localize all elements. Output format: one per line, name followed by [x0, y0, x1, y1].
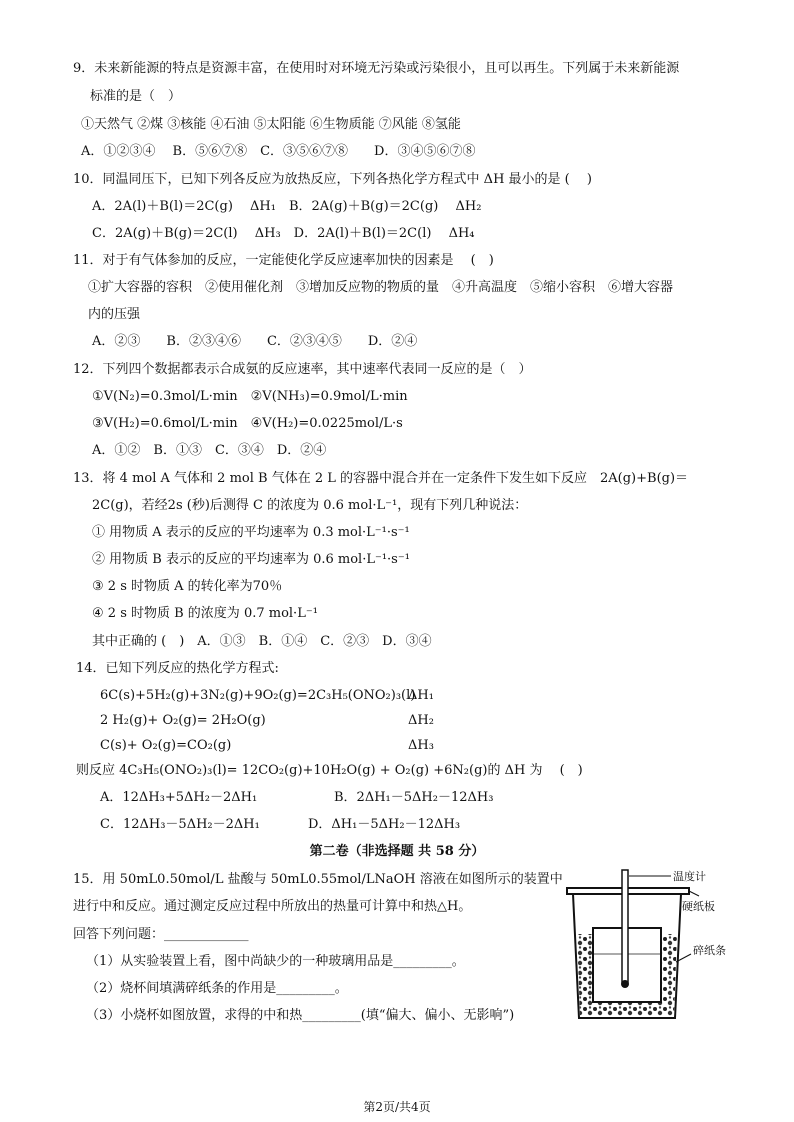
q14-equation-1: 6C(s)+5H₂(g)+3N₂(g)+9O₂(g)=2C₃H₅(ONO₂)₃(l)	[100, 688, 416, 703]
q14-option-b: B．2ΔH₁－5ΔH₂－12ΔH₃	[334, 790, 494, 805]
q11-options: A．②③ B．②③④⑥ C．②③④⑤ D．②④	[92, 334, 418, 349]
q14-option-c: C．12ΔH₃－5ΔH₂－2ΔH₁	[100, 817, 260, 832]
q10-stem: 10．同温同压下，已知下列各反应为放热反应，下列各热化学方程式中 ΔH 最小的是 ( )	[73, 172, 592, 187]
q15-stem-line2: 进行中和反应。通过测定反应过程中所放出的热量可计算中和热△H。	[73, 899, 472, 914]
q13-options: 其中正确的 ( ) A．①③ B．①④ C．②③ D．③④	[92, 634, 432, 649]
cardboard-label: 硬纸板	[682, 900, 715, 913]
thermometer-label: 温度计	[673, 870, 706, 883]
q11-stem: 11．对于有气体参加的反应，一定能使化学反应速率加快的因素是 ( )	[73, 253, 494, 268]
q14-dh-3: ΔH₃	[408, 738, 434, 753]
calorimeter-figure	[563, 866, 741, 1026]
q11-items-line2: 内的压强	[88, 307, 141, 322]
q14-dh-1: ΔH₁	[408, 688, 434, 703]
q15-part-3: （3）小烧杯如图放置，求得的中和热_________(填“偏大、偏小、无影响”)	[86, 1008, 515, 1023]
q11-items-line1: ①扩大容器的容积 ②使用催化剂 ③增加反应物的物质的量 ④升高温度 ⑤缩小容积 ⑥增大容器	[88, 280, 674, 295]
q15-prompt: 回答下列问题：_____________	[73, 927, 249, 942]
q12-options: A．①② B．①③ C．③④ D．②④	[92, 443, 327, 458]
q13-stem-line1: 13．将 4 mol A 气体和 2 mol B 气体在 2 L 的容器中混合并在一定条件下发生如下反应 2A(g)+B(g)＝	[73, 471, 689, 486]
q13-statement-1: ① 用物质 A 表示的反应的平均速率为 0.3 mol·L⁻¹·s⁻¹	[92, 525, 410, 540]
q12-row2: ③V(H₂)=0.6mol/L·min ④V(H₂)=0.0225mol/L·s	[92, 416, 403, 431]
q14-equation-3: C(s)+ O₂(g)=CO₂(g)	[100, 738, 232, 753]
section-two-heading: 第二卷（非选择题 共 58 分）	[309, 844, 485, 859]
q14-equation-2: 2 H₂(g)+ O₂(g)= 2H₂O(g)	[100, 713, 266, 728]
q13-stem-line2: 2C(g)，若经2s (秒)后测得 C 的浓度为 0.6 mol·L⁻¹，现有下列几种说法：	[92, 498, 528, 513]
q14-dh-2: ΔH₂	[408, 713, 434, 728]
q13-statement-3: ③ 2 s 时物质 A 的转化率为70％	[92, 579, 283, 594]
q15-part-2: （2）烧杯间填满碎纸条的作用是_________。	[86, 981, 348, 996]
q13-statement-2: ② 用物质 B 表示的反应的平均速率为 0.6 mol·L⁻¹·s⁻¹	[92, 552, 410, 567]
thermometer	[622, 870, 628, 982]
q13-statement-4: ④ 2 s 时物质 B 的浓度为 0.7 mol·L⁻¹	[92, 606, 318, 621]
q10-options-cd: C．2A(g)＋B(g)＝2C(l) ΔH₃ D．2A(l)＋B(l)＝2C(l) ΔH₄	[92, 226, 475, 241]
q15-stem-line1: 15．用 50mL0.50mol/L 盐酸与 50mL0.55mol/LNaOH 溶液在如图所示的装置中	[73, 872, 563, 887]
q15-part-1: （1）从实验装置上看，图中尚缺少的一种玻璃用品是_________。	[86, 954, 465, 969]
page-footer: 第2页/共4页	[363, 1100, 431, 1114]
q9-options: A．①②③④ B．⑤⑥⑦⑧ C．③⑤⑥⑦⑧ D．③④⑤⑥⑦⑧	[81, 144, 476, 159]
q14-option-d: D．ΔH₁－5ΔH₂－12ΔH₃	[308, 817, 461, 832]
q14-option-a: A．12ΔH₃+5ΔH₂－2ΔH₁	[100, 790, 258, 805]
q14-question: 则反应 4C₃H₅(ONO₂)₃(l)= 12CO₂(g)+10H₂O(g) + O₂(g) +6N₂(g)的 ΔH 为 ( )	[76, 763, 583, 778]
q10-options-ab: A．2A(l)＋B(l)＝2C(g) ΔH₁ B．2A(g)＋B(g)＝2C(g) ΔH₂	[92, 199, 482, 214]
q12-stem: 12．下列四个数据都表示合成氨的反应速率，其中速率代表同一反应的是（ ）	[73, 362, 532, 377]
paper-scraps-label: 碎纸条	[693, 944, 726, 957]
q9-stem-line2: 标准的是（ ）	[90, 89, 182, 104]
q14-stem: 14．已知下列反应的热化学方程式:	[76, 661, 279, 676]
q9-stem-line1: 9．未来新能源的特点是资源丰富，在使用时对环境无污染或污染很小，且可以再生。下列属于未来新能源	[73, 61, 680, 76]
q12-row1: ①V(N₂)=0.3mol/L·min ②V(NH₃)=0.9mol/L·min	[92, 389, 408, 404]
q9-items: ①天然气 ②煤 ③核能 ④石油 ⑤太阳能 ⑥生物质能 ⑦风能 ⑧氢能	[81, 117, 461, 132]
